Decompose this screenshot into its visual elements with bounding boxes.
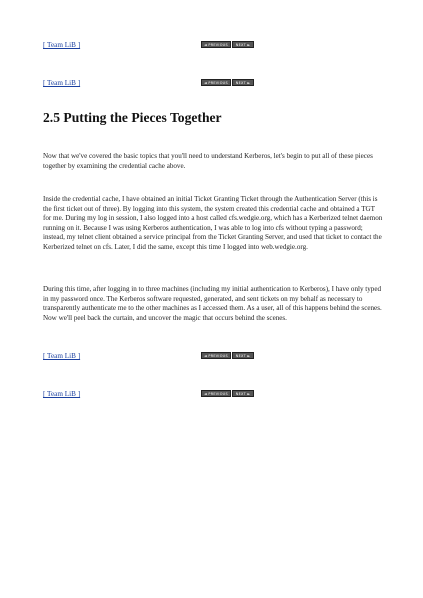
section-title: 2.5 Putting the Pieces Together: [43, 110, 222, 125]
nav-buttons: [201, 41, 254, 48]
previous-button[interactable]: ◄ PREVIOUS: [201, 41, 231, 48]
next-button[interactable]: NEXT ►: [232, 79, 254, 86]
team-lib-link[interactable]: [ Team LiB ]: [43, 41, 81, 49]
team-lib-link[interactable]: [ Team LiB ]: [43, 352, 81, 360]
next-button[interactable]: NEXT ►: [232, 390, 254, 397]
nav-bar-bottom-2: [0, 389, 423, 401]
previous-button[interactable]: ◄ PREVIOUS: [201, 352, 231, 359]
nav-buttons: [201, 352, 254, 359]
nav-buttons: [201, 390, 254, 397]
next-button[interactable]: NEXT ►: [232, 352, 254, 359]
paragraph-behind-scenes: During this time, after logging in to three machines (including my initial authentication to Kerberos), I have only typed in my password once. The Kerberos software requested, generated, and sent tickets on my behalf as necessary to transparently authenticate me to the other machines as I accessed them. As a user, all of this happens behind the scenes. Now we'll peel back the curtain, and uncover the magic that occurs behind the scenes.: [43, 285, 382, 322]
nav-buttons: [201, 79, 254, 86]
nav-bar-top-2: [0, 78, 423, 90]
nav-bar-bottom-1: [0, 351, 423, 363]
paragraph-credential-cache: Inside the credential cache, I have obtained an initial Ticket Granting Ticket through the Authentication Server (this is the first ticket out of three). By logging into this system, the system created this credential cache and obtained a TGT for me. During my log in session, I also logged into a host called cfs.wedgie.org, which has a Kerberized telnet daemon running on it. Because I was using Kerberos authentication, I was able to log into cfs without typing a password; instead, my telnet client obtained a service principal from the Ticket Granting Server, and used that ticket to contact the Kerberized telnet on cfs. Later, I did the same, except this time I logged into web.wedgie.org.: [43, 195, 383, 251]
team-lib-link[interactable]: [ Team LiB ]: [43, 390, 81, 398]
next-button[interactable]: NEXT ►: [232, 41, 254, 48]
team-lib-link[interactable]: [ Team LiB ]: [43, 79, 81, 87]
previous-button[interactable]: ◄ PREVIOUS: [201, 390, 231, 397]
nav-bar-top-1: [0, 40, 423, 52]
paragraph-intro: Now that we've covered the basic topics that you'll need to understand Kerberos, let's begin to put all of these pieces together by examining the credential cache above.: [43, 152, 373, 170]
previous-button[interactable]: ◄ PREVIOUS: [201, 79, 231, 86]
